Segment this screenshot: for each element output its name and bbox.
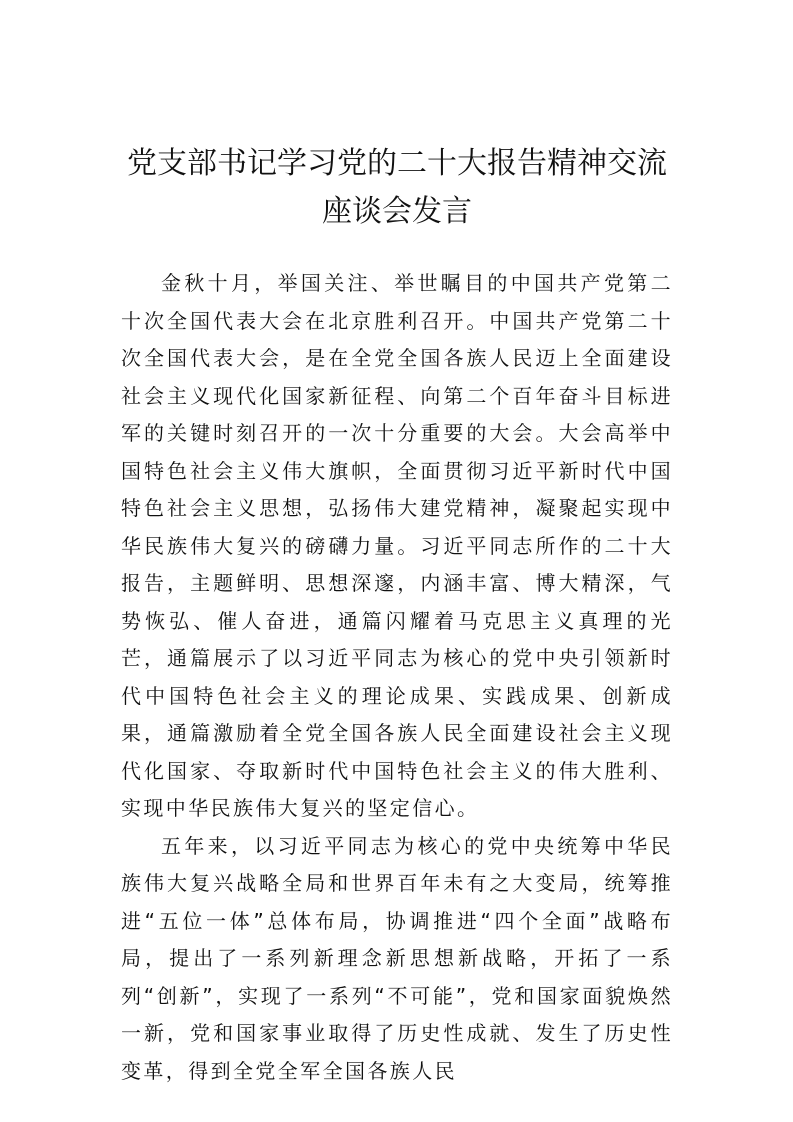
body-paragraph-1: 金秋十月，举国关注、举世瞩目的中国共产党第二十次全国代表大会在北京胜利召开。中国共产党第二十次全国代表大会，是在全党全国各族人民迈上全面建设社会主义现代化国家新征程、向第二个百年奋斗目标进军的关键时刻召开的一次十分重要的大会。大会高举中国特色社会主义伟大旗帜，全面贯彻习近平新时代中国特色社会主义思想，弘扬伟大建党精神，凝聚起实现中华民族伟大复兴的磅礴力量。习近平同志所作的二十大报告，主题鲜明、思想深邃，内涵丰富、博大精深，气势恢弘、催人奋进，通篇闪耀着马克思主义真理的光芒，通篇展示了以习近平同志为核心的党中央引领新时代中国特色社会主义的理论成果、实践成果、创新成果，通篇激励着全党全国各族人民全面建设社会主义现代化国家、夺取新时代中国特色社会主义的伟大胜利、实现中华民族伟大复兴的坚定信心。 [121, 271, 673, 820]
document-title-line-1: 党支部书记学习党的二十大报告精神交流 [127, 146, 667, 181]
document-title [122, 140, 672, 236]
document-title-line-2: 座谈会发言 [322, 194, 472, 229]
document-body [121, 265, 673, 1090]
body-paragraph-2: 五年来，以习近平同志为核心的党中央统筹中华民族伟大复兴战略全局和世界百年未有之大变局，统筹推进“五位一体”总体布局，协调推进“四个全面”战略布局，提出了一系列新理念新思想新战略，开拓了一系列“创新”，实现了一系列“不可能”，党和国家面貌焕然一新，党和国家事业取得了历史性成就、发生了历史性变革，得到全党全军全国各族人民 [121, 833, 673, 1083]
